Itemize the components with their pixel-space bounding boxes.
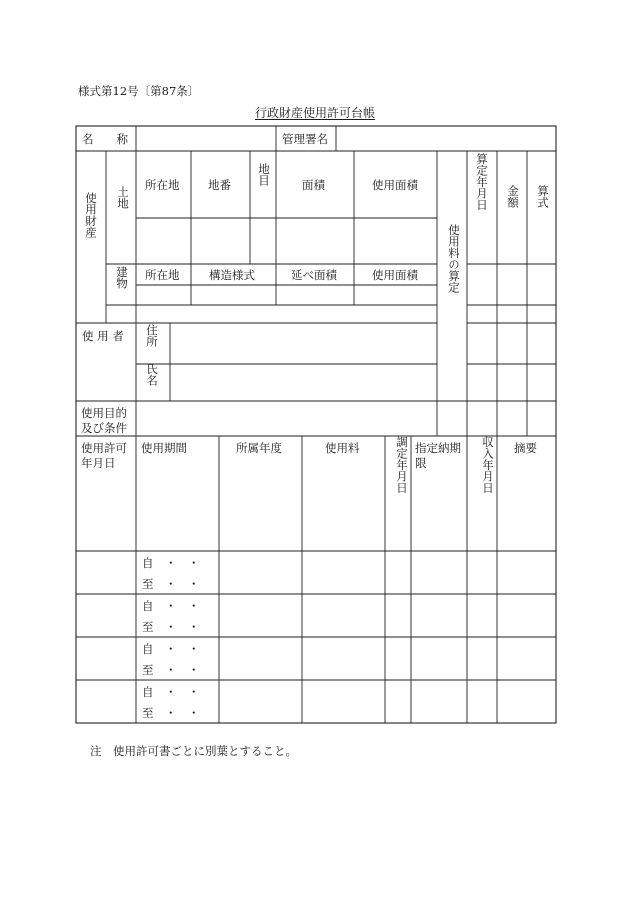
col-usage-period: 使用期間	[141, 441, 187, 455]
label-purpose-line2: 及び条件	[81, 421, 127, 435]
col-permit-date-line1: 使用許可	[81, 441, 127, 455]
period-row-2-from: 自 ・ ・	[142, 599, 200, 613]
form-title: 行政財産使用許可台帳	[254, 106, 375, 120]
col-location: 所在地	[145, 178, 180, 192]
period-row-3-from: 自 ・ ・	[142, 642, 200, 656]
label-formula: 算式	[536, 185, 550, 208]
label-address: 住所	[145, 324, 159, 347]
col-receipt-date: 収入年月日	[481, 436, 495, 494]
col-due-date-line1: 指定納期	[415, 441, 461, 455]
label-user-name: 氏名	[145, 363, 159, 386]
period-row-1-to: 至 ・ ・	[142, 577, 200, 591]
period-row-1-from: 自 ・ ・	[142, 556, 200, 570]
col-land-category: 地目	[257, 163, 271, 186]
label-name: 名 称	[82, 132, 128, 146]
label-building: 建物	[115, 266, 129, 289]
col-assessment-date: 調定年月日	[395, 436, 409, 494]
label-property-used: 使用財産	[84, 192, 98, 238]
label-usage-fee-calc: 使用料の算定	[447, 224, 461, 293]
col-area: 面積	[302, 178, 325, 192]
footer-note: 注 使用許可書ごとに別葉とすること。	[90, 744, 297, 758]
col-usage-fee: 使用料	[325, 441, 360, 455]
period-row-4-to: 至 ・ ・	[142, 706, 200, 720]
label-land: 土地	[116, 186, 130, 209]
col-lot-number: 地番	[208, 178, 231, 192]
col-used-area: 使用面積	[372, 178, 418, 192]
period-row-2-to: 至 ・ ・	[142, 620, 200, 634]
col-building-location: 所在地	[145, 268, 180, 282]
col-due-date-line2: 限	[415, 456, 427, 470]
label-purpose-line1: 使用目的	[81, 406, 127, 420]
period-row-4-from: 自 ・ ・	[142, 685, 200, 699]
form-number: 様式第12号〔第87条〕	[78, 84, 200, 98]
label-calc-date: 算定年月日	[475, 153, 489, 211]
col-total-floor-area: 延べ面積	[291, 268, 337, 282]
col-building-used-area: 使用面積	[372, 268, 418, 282]
period-row-3-to: 至 ・ ・	[142, 663, 200, 677]
col-permit-date-line2: 年月日	[81, 456, 116, 470]
label-amount: 金額	[506, 185, 520, 208]
col-structure-type: 構造様式	[209, 268, 255, 282]
col-fiscal-year: 所属年度	[236, 441, 282, 455]
col-remarks: 摘要	[514, 441, 537, 455]
label-user: 使 用 者	[82, 329, 124, 343]
label-managing-office: 管理署名	[282, 132, 328, 146]
